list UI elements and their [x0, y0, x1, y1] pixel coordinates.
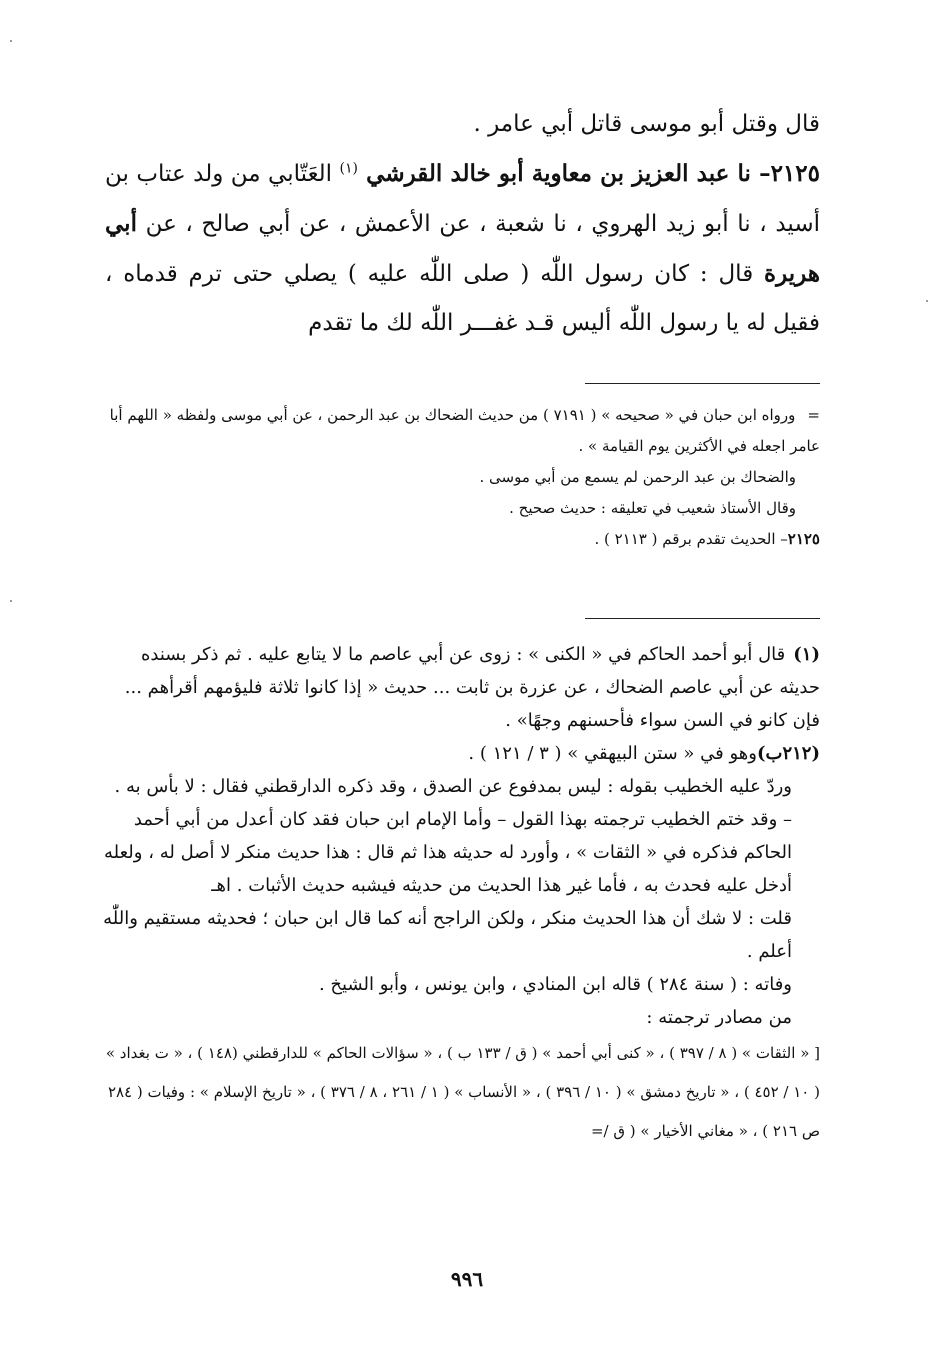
footnote-para-1	[100, 638, 820, 737]
note-1: ورواه ابن حبان في « صحيحه » ( ٧١٩١ ) من حديث الضحاك بن عبد الرحمن ، عن أبي موسى ولفظه « اللهم أبا عامر اجعله في الأكثرين يوم القيامة » .	[109, 406, 820, 455]
footnote-para-3: وردّ عليه الخطيب بقوله : ليس بمدفوع عن الصدق ، وقد ذكره الدارقطني فقال : لا بأس به . – وقد ختم الخطيب ترجمته بهذا القول – وأما الإمام ابن حبان فقد كان أعدل من أبي أحمد الحاكم فذكره في « الثقات » ، وأورد له حديثه هذا ثم قال : هذا حديث منكر لا أصل له ، ولعله أدخل عليه فحدث به ، فأما غير هذا الحديث من حديثه فيشبه حديث الأثبات . اهـ	[104, 776, 792, 896]
note-3: وقال الأستاذ شعيب في تعليقه : حديث صحيح .	[509, 499, 796, 517]
footnote-divider	[585, 618, 820, 619]
entry-text-b: العَتّابي من ولد عتاب بن أسيد ، نا أبو زيد الهروي ، نا شعبة ، عن الأعمش ، عن أبي صالح ، عن	[105, 161, 820, 237]
entry-text-c: قال : كان رسول اللّٰه ( صلى اللّٰه عليه ) يصلي حتى ترم قدماه ، فقيل له يا رسول اللّٰه أليس قـد غفـــر اللّٰه لك ما تقدم	[105, 261, 820, 336]
note-continuation	[105, 400, 820, 462]
footnote-marker: (١)	[793, 644, 820, 665]
narrator-name: أبي هريرة	[105, 210, 820, 287]
footnote-para-2	[100, 737, 820, 770]
footnote-para-4: قلت : لا شك أن هذا الحديث منكر ، ولكن الراجح أنه كما قال ابن حبان ؛ فحديثه مستقيم واللّٰه أعلم .	[103, 908, 792, 962]
scan-edge-mark	[926, 300, 928, 302]
footnote-reference[interactable]: (١)	[339, 160, 358, 177]
notes-divider	[585, 383, 820, 384]
main-text-block	[105, 100, 820, 348]
note-2: والضحاك بن عبد الرحمن لم يسمع من أبي موسى .	[479, 468, 796, 486]
footnote-sources: [ « الثقات » ( ٨ / ٣٩٧ ) ، « كنى أبي أحمد » ( ق / ١٣٣ ب ) ، « سؤالات الحاكم » للدارقطني (١٤٨ ) ، « ت بغداد » ( ١٠ / ٤٥٢ ) ، « تاريخ دمشق » ( ١٠ / ٣٩٦ ) ، « الأنساب » ( ١ / ٢٦١ ، ٨ / ٣٧٦ ) ، « تاريخ الإسلام » : وفيات ( ٢٨٤ ص ٢١٦ ) ، « مغاني الأخيار » ( ق /=	[105, 1044, 820, 1140]
continuation-mark: =	[807, 406, 820, 424]
footnote-para-6: من مصادر ترجمته :	[646, 1007, 792, 1028]
entry-text-a: – نا عبد العزيز بن معاوية أبو خالد القرشي	[358, 160, 771, 187]
footnote-text-2: وهو في « ستن البيهقي » ( ٣ / ١٢١ ) .	[468, 743, 757, 764]
footnote-para-5: وفاته : ( سنة ٢٨٤ ) قاله ابن المنادي ، وابن يونس ، وأبو الشيخ .	[318, 974, 792, 995]
footnote-block	[100, 638, 820, 1151]
entry-number: ٢١٢٥	[770, 160, 820, 187]
note-4	[105, 524, 820, 555]
note-4-number: ٢١٢٥	[787, 530, 820, 548]
note-4-text: – الحديث تقدم برقم ( ٢١١٣ ) .	[594, 530, 788, 548]
scan-edge-mark	[10, 40, 12, 42]
footnote-text-1: قال أبو أحمد الحاكم في « الكنى » : زوى عن أبي عاصم ما لا يتابع عليه . ثم ذكر بسنده حديثه عن أبي عاصم الضحاك ، عن عزرة بن ثابت ... حديث « إذا كانوا ثلاثة فليؤمهم أقرأهم ... فإن كانو في السن سواء فأحسنهم وجهًا» .	[124, 644, 820, 731]
page-number: ٩٩٦	[450, 1267, 484, 1291]
hadith-entry	[105, 149, 820, 348]
continued-notes	[105, 400, 820, 555]
scan-edge-mark	[10, 600, 12, 602]
footnote-page-ref: (٢١٢ب)	[756, 743, 820, 764]
main-line-1: قال وقتل أبو موسى قاتل أبي عامر .	[473, 111, 820, 137]
